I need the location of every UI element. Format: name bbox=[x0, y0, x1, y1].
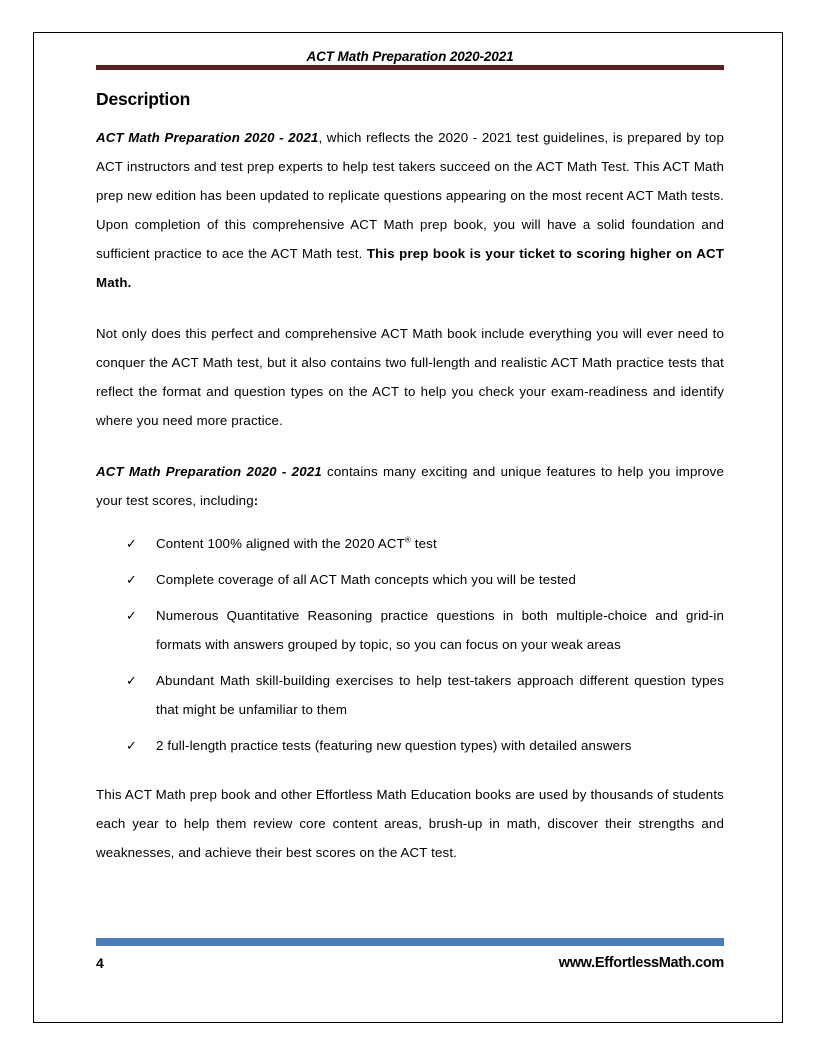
list-item bbox=[126, 667, 724, 725]
list-item bbox=[126, 566, 724, 595]
list-item-label: 2 full-length practice tests (featuring new question types) with detailed answers bbox=[156, 737, 632, 753]
document-body bbox=[96, 89, 724, 890]
book-title-emphasis-2: ACT Math Preparation 2020 - 2021 bbox=[96, 463, 322, 479]
check-mark-icon: ✓ bbox=[126, 737, 138, 753]
list-item bbox=[126, 530, 724, 559]
website-url: www.EffortlessMath.com bbox=[558, 955, 724, 971]
page-number: 4 bbox=[96, 955, 104, 971]
page-content-area bbox=[34, 33, 784, 1024]
list-item-label: Numerous Quantitative Reasoning practice questions in both multiple-choice and grid-in formats with answers grouped by topic, so you can focus on your weak areas bbox=[156, 607, 724, 652]
check-mark-icon: ✓ bbox=[126, 672, 138, 688]
check-mark-icon: ✓ bbox=[126, 571, 138, 587]
page-frame bbox=[33, 32, 783, 1023]
book-title-emphasis: ACT Math Preparation 2020 - 2021 bbox=[96, 130, 319, 145]
list-item-label: Abundant Math skill-building exercises to help test-takers approach different question types that might be unfamiliar to them bbox=[156, 672, 724, 717]
paragraph-closing: This ACT Math prep book and other Effortless Math Education books are used by thousands of students each year to help them review core content areas, brush-up in math, discover their strengths and weaknesses, and achieve their best scores on the ACT test. bbox=[96, 786, 724, 860]
list-item-label-suffix: test bbox=[410, 535, 437, 551]
list-item bbox=[126, 732, 724, 761]
check-mark-icon: ✓ bbox=[126, 535, 138, 551]
footer-divider-rule bbox=[96, 938, 724, 946]
list-item bbox=[126, 602, 724, 660]
paragraph-features-lead bbox=[96, 458, 724, 516]
paragraph-intro-bold-tail: This prep book is your ticket to scoring higher on ACT Math. bbox=[96, 245, 724, 290]
feature-list bbox=[96, 530, 724, 761]
check-mark-icon: ✓ bbox=[126, 607, 138, 623]
paragraph-features-text: contains many exciting and unique features to help you improve your test scores, including bbox=[96, 463, 724, 508]
list-item-label: Complete coverage of all ACT Math concepts which you will be tested bbox=[156, 571, 576, 587]
paragraph-description-intro bbox=[96, 124, 724, 298]
header-divider-rule bbox=[96, 65, 724, 70]
paragraph-features-colon: : bbox=[253, 492, 259, 508]
list-item-label: Content 100% aligned with the 2020 ACT bbox=[156, 535, 405, 551]
registered-trademark-icon: ® bbox=[404, 535, 411, 545]
paragraph-intro-text: , which reflects the 2020 - 2021 test guidelines, is prepared by top ACT instructors and test prep experts to help test takers succeed on the ACT Math Test. This ACT Math prep new edition has been updated to replicate questions appearing on the most recent ACT Math tests. Upon completion of this comprehensive ACT Math prep book, you will have a solid foundation and sufficient practice to ace the ACT Math test. bbox=[96, 130, 724, 261]
page-title: Description bbox=[96, 89, 191, 109]
page-footer bbox=[96, 955, 724, 971]
running-header: ACT Math Preparation 2020-2021 bbox=[306, 49, 514, 64]
paragraph-comprehensive: Not only does this perfect and comprehensive ACT Math book include everything you will ever need to conquer the ACT Math test, but it also contains two full-length and realistic ACT Math practice tests that reflect the format and question types on the ACT to help you check your exam-readiness and identify where you need more practice. bbox=[96, 325, 724, 428]
